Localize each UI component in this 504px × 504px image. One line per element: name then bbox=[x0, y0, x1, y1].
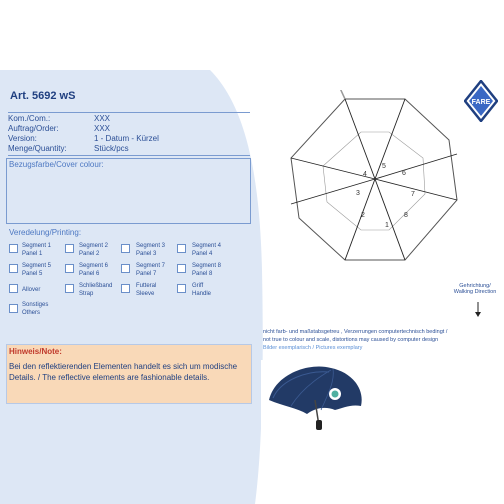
info-label: Auftrag/Order: bbox=[8, 124, 59, 133]
info-value: XXX bbox=[94, 114, 111, 123]
cover-colour-label: Bezugsfarbe/Cover colour: bbox=[9, 160, 104, 169]
checkbox-handle[interactable] bbox=[177, 284, 186, 293]
option-label: Segment 4 Panel 4 bbox=[192, 243, 222, 257]
option-label: Segment 1 Panel 1 bbox=[22, 243, 52, 257]
umbrella-panel-diagram bbox=[283, 90, 467, 268]
option-label: Segment 3 Panel 3 bbox=[136, 243, 166, 257]
option-label: Griff Handle bbox=[192, 283, 212, 297]
checkbox-others[interactable] bbox=[9, 304, 18, 313]
panel-number-6: 6 bbox=[402, 170, 406, 177]
checkbox-segment-7[interactable] bbox=[121, 264, 130, 273]
hint-title: Hinweis/Note: bbox=[9, 347, 62, 356]
info-value: XXX bbox=[94, 124, 111, 133]
info-label: Menge/Quantity: bbox=[8, 144, 67, 153]
hint-text: Bei den reflektierenden Elementen handelt es sich um modische Details. / The reflective elements are fashionable details. bbox=[9, 362, 238, 382]
checkbox-segment-6[interactable] bbox=[65, 264, 74, 273]
panel-number-1: 1 bbox=[385, 222, 389, 229]
arrow-down-icon bbox=[474, 302, 482, 318]
info-label: Kom./Com.: bbox=[8, 114, 51, 123]
info-label: Version: bbox=[8, 134, 37, 143]
option-label: Futteral Sleeve bbox=[136, 283, 157, 297]
checkbox-sleeve[interactable] bbox=[121, 284, 130, 293]
option-label: Schließband Strap bbox=[79, 283, 113, 297]
disclaimer-line-1: nicht farb- und maßstabsgetreu , Verzerrungen computertechnisch bedingt / bbox=[263, 329, 448, 335]
option-label: Segment 6 Panel 6 bbox=[79, 263, 109, 277]
logo-text: FARE bbox=[471, 99, 491, 106]
checkbox-segment-1[interactable] bbox=[9, 244, 18, 253]
option-label: Segment 2 Panel 2 bbox=[79, 243, 109, 257]
panel-number-4: 4 bbox=[363, 171, 367, 178]
walking-direction-label: Gehrichtung/ Walking Direction bbox=[453, 283, 497, 295]
pictures-exemplary-note: Bilder exemplarisch / Pictures exemplary bbox=[263, 345, 363, 351]
info-value: 1 - Datum - Kürzel bbox=[94, 134, 159, 143]
checkbox-segment-5[interactable] bbox=[9, 264, 18, 273]
order-info-table bbox=[8, 112, 250, 156]
option-label: Segment 5 Panel 5 bbox=[22, 263, 52, 277]
panel-number-8: 8 bbox=[404, 212, 408, 219]
info-value: Stück/pcs bbox=[94, 144, 129, 153]
printing-label: Veredelung/Printing: bbox=[9, 228, 82, 237]
panel-number-7: 7 bbox=[411, 191, 415, 198]
panel-number-5: 5 bbox=[382, 163, 386, 170]
panel-number-3: 3 bbox=[356, 190, 360, 197]
checkbox-segment-3[interactable] bbox=[121, 244, 130, 253]
disclaimer-line-2: not true to colour and scale, distortions may caused by computer design bbox=[263, 337, 439, 343]
article-title: Art. 5692 wS bbox=[10, 90, 76, 102]
panel-number-2: 2 bbox=[361, 212, 365, 219]
option-label: Segment 8 Panel 8 bbox=[192, 263, 222, 277]
option-label: Allover bbox=[22, 287, 41, 293]
checkbox-segment-2[interactable] bbox=[65, 244, 74, 253]
checkbox-segment-4[interactable] bbox=[177, 244, 186, 253]
checkbox-allover[interactable] bbox=[9, 284, 18, 293]
umbrella-product-image bbox=[261, 360, 369, 434]
option-label: Sonstiges Others bbox=[22, 302, 49, 316]
option-label: Segment 7 Panel 7 bbox=[136, 263, 166, 277]
fare-logo bbox=[464, 80, 498, 122]
checkbox-segment-8[interactable] bbox=[177, 264, 186, 273]
checkbox-strap[interactable] bbox=[65, 284, 74, 293]
